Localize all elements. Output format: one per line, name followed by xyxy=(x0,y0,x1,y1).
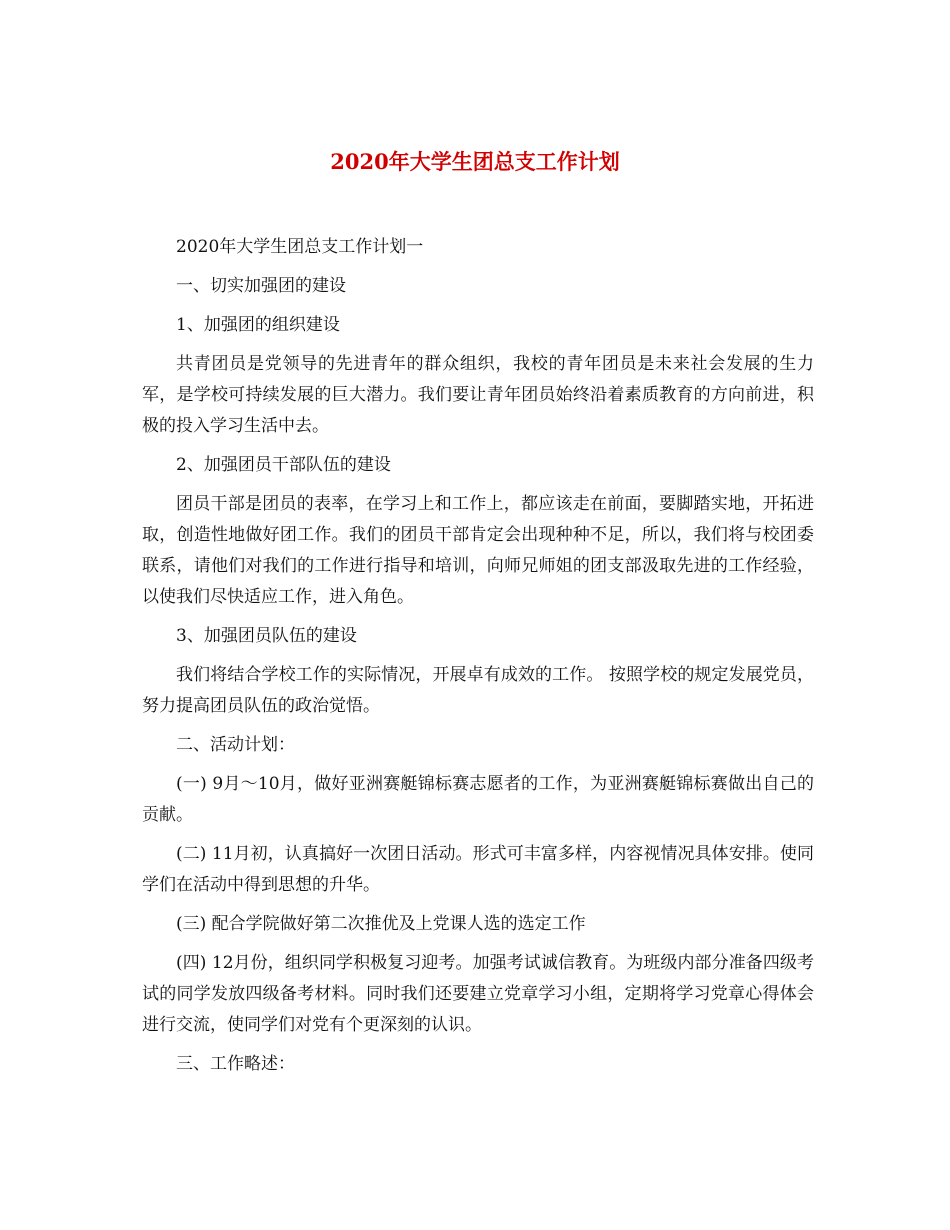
activity-item-2: (二) 11月初，认真搞好一次团日活动。形式可丰富多样，内容视情况具体安排。使同学们在活动中得到思想的升华。 xyxy=(142,844,814,895)
subsection-heading-1-3: 3、加强团员队伍的建设 xyxy=(176,626,357,646)
activity-item-1: (一) 9月～10月，做好亚洲赛艇锦标赛志愿者的工作，为亚洲赛艇锦标赛做出自己的贡献。 xyxy=(142,774,814,825)
paragraph: 团员干部是团员的表率，在学习上和工作上，都应该走在前面，要脚踏实地，开拓进取，创造性地做好团工作。我们的团员干部肯定会出现种种不足，所以，我们将与校团委联系，请他们对我们的工作进行指导和培训，向师兄师姐的团支部汲取先进的工作经验，以使我们尽快适应工作，进入角色。 xyxy=(142,494,814,607)
subsection-heading-1-2: 2、加强团员干部队伍的建设 xyxy=(176,455,391,475)
section-heading-3: 三、工作略述： xyxy=(176,1054,295,1074)
section-heading-1: 一、切实加强团的建设 xyxy=(176,276,346,296)
activity-item-4: (四) 12月份，组织同学积极复习迎考。加强考试诚信教育。为班级内部分准备四级考试的同学发放四级备考材料。同时我们还要建立党章学习小组，定期将学习党章心得体会进行交流，使同学们对党有个更深刻的认识。 xyxy=(142,953,814,1035)
paragraph-subtitle: 2020年大学生团总支工作计划一 xyxy=(176,237,424,257)
document-body xyxy=(142,232,814,1088)
activity-item-3: (三) 配合学院做好第二次推优及上党课人选的选定工作 xyxy=(176,914,586,934)
document-title: 2020年大学生团总支工作计划 xyxy=(330,149,620,174)
paragraph: 我们将结合学校工作的实际情况，开展卓有成效的工作。 按照学校的规定发展党员，努力提高团员队伍的政治觉悟。 xyxy=(142,665,814,716)
paragraph: 共青团员是党领导的先进青年的群众组织，我校的青年团员是未来社会发展的生力军，是学校可持续发展的巨大潜力。我们要让青年团员始终沿着素质教育的方向前进，积极的投入学习生活中去。 xyxy=(142,354,814,436)
subsection-heading-1-1: 1、加强团的组织建设 xyxy=(176,315,340,335)
section-heading-2: 二、活动计划： xyxy=(176,735,295,755)
